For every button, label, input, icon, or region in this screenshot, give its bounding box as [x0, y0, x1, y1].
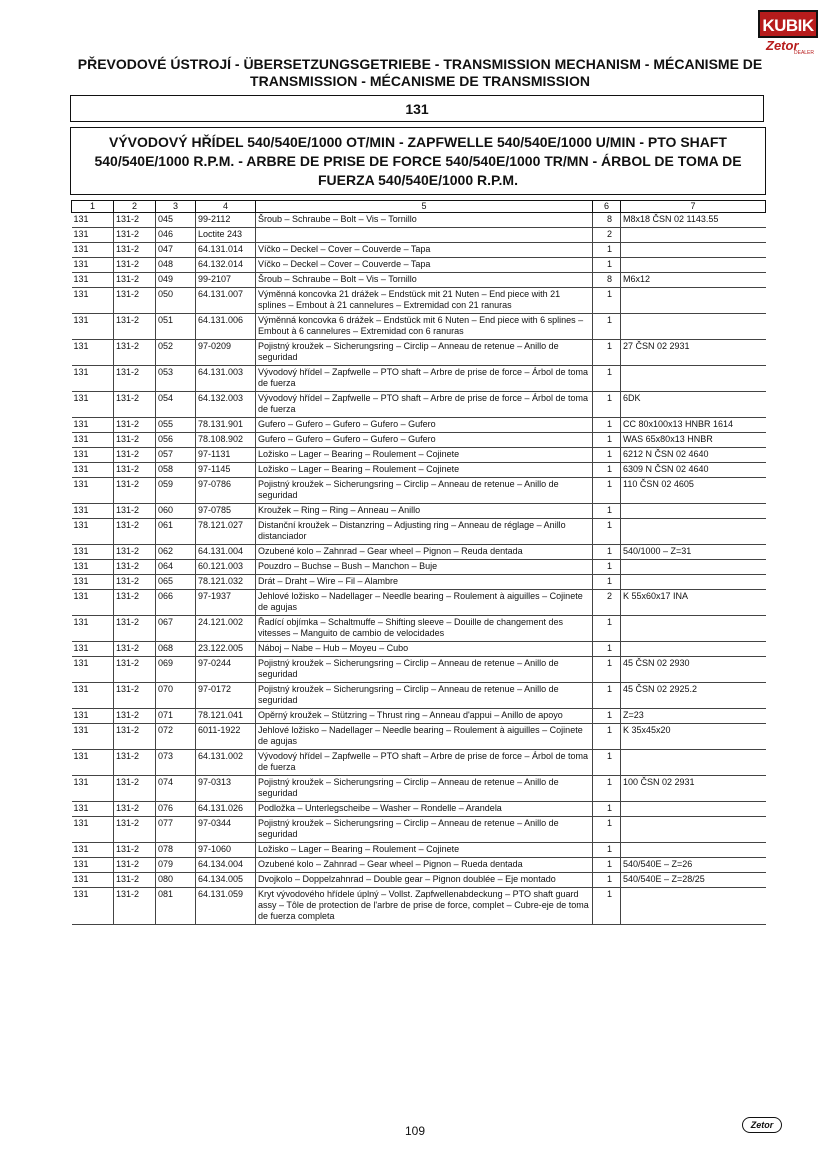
- note-cell: [621, 258, 766, 273]
- position-cell: 047: [156, 243, 196, 258]
- quantity-cell: 1: [593, 802, 621, 817]
- note-cell: 45 ČSN 02 2925.2: [621, 683, 766, 709]
- col-header-7: 7: [621, 201, 766, 213]
- description-cell: Pojistný kroužek – Sicherungsring – Circlip – Anneau de retenue – Anillo de seguridad: [256, 817, 593, 843]
- part-number-cell: 64.131.059: [196, 888, 256, 925]
- position-cell: 060: [156, 504, 196, 519]
- position-cell: 048: [156, 258, 196, 273]
- part-number-cell: 97-1060: [196, 843, 256, 858]
- description-cell: Kroužek – Ring – Ring – Anneau – Anillo: [256, 504, 593, 519]
- kubik-zetor-logo: [758, 10, 818, 60]
- subgroup-cell: 131-2: [114, 590, 156, 616]
- note-cell: [621, 888, 766, 925]
- note-cell: 540/540E – Z=28/25: [621, 873, 766, 888]
- table-row: [72, 560, 766, 575]
- description-cell: Dvojkolo – Doppelzahnrad – Double gear – Pignon doublée – Eje montado: [256, 873, 593, 888]
- description-cell: Ozubené kolo – Zahnrad – Gear wheel – Pignon – Reuda dentada: [256, 545, 593, 560]
- group-cell: 131: [72, 590, 114, 616]
- subgroup-cell: 131-2: [114, 448, 156, 463]
- table-row: [72, 858, 766, 873]
- group-cell: 131: [72, 448, 114, 463]
- subgroup-cell: 131-2: [114, 504, 156, 519]
- description-cell: Ozubené kolo – Zahnrad – Gear wheel – Pignon – Rueda dentada: [256, 858, 593, 873]
- part-number-cell: 97-0344: [196, 817, 256, 843]
- quantity-cell: 2: [593, 228, 621, 243]
- table-row: [72, 314, 766, 340]
- position-cell: 078: [156, 843, 196, 858]
- group-cell: 131: [72, 709, 114, 724]
- table-row: [72, 776, 766, 802]
- quantity-cell: 1: [593, 616, 621, 642]
- group-cell: 131: [72, 418, 114, 433]
- part-number-cell: 64.131.014: [196, 243, 256, 258]
- note-cell: WAS 65x80x13 HNBR: [621, 433, 766, 448]
- part-number-cell: 78.108.902: [196, 433, 256, 448]
- zetor-logo-text: Zetor: [766, 38, 799, 53]
- dealer-logo-text: DEALER: [794, 50, 815, 56]
- table-row: [72, 213, 766, 228]
- table-row: [72, 433, 766, 448]
- description-cell: [256, 228, 593, 243]
- group-cell: 131: [72, 243, 114, 258]
- description-cell: Pojistný kroužek – Sicherungsring – Circlip – Anneau de retenue – Anillo de seguridad: [256, 657, 593, 683]
- position-cell: 062: [156, 545, 196, 560]
- table-row: [72, 504, 766, 519]
- table-row: [72, 657, 766, 683]
- group-cell: 131: [72, 802, 114, 817]
- description-cell: Víčko – Deckel – Cover – Couverde – Tapa: [256, 258, 593, 273]
- part-number-cell: 23.122.005: [196, 642, 256, 657]
- assembly-subtitle: VÝVODOVÝ HŘÍDEL 540/540E/1000 OT/MIN - ZAPFWELLE 540/540E/1000 U/MIN - PTO SHAFT 540/540E/1000 R.P.M. - ARBRE DE PRISE DE FORCE 540/540E/1000 TR/MN - ÁRBOL DE TOMA DE FUERZA 540/540E/1000 R.P.M.: [70, 127, 766, 195]
- table-row: [72, 288, 766, 314]
- table-row: [72, 873, 766, 888]
- position-cell: 054: [156, 392, 196, 418]
- part-number-cell: 24.121.002: [196, 616, 256, 642]
- quantity-cell: 1: [593, 243, 621, 258]
- part-number-cell: Loctite 243: [196, 228, 256, 243]
- part-number-cell: 97-0785: [196, 504, 256, 519]
- description-cell: Pojistný kroužek – Sicherungsring – Circlip – Anneau de retenue – Anillo de seguridad: [256, 478, 593, 504]
- group-cell: 131: [72, 288, 114, 314]
- note-cell: 27 ČSN 02 2931: [621, 340, 766, 366]
- group-cell: 131: [72, 560, 114, 575]
- kubik-logo-text: KUBIK: [758, 10, 818, 38]
- subgroup-cell: 131-2: [114, 560, 156, 575]
- group-cell: 131: [72, 504, 114, 519]
- part-number-cell: 64.131.002: [196, 750, 256, 776]
- quantity-cell: 2: [593, 590, 621, 616]
- col-header-5: 5: [256, 201, 593, 213]
- part-number-cell: 6011-1922: [196, 724, 256, 750]
- quantity-cell: 1: [593, 575, 621, 590]
- position-cell: 074: [156, 776, 196, 802]
- quantity-cell: 1: [593, 314, 621, 340]
- quantity-cell: 1: [593, 340, 621, 366]
- part-number-cell: 99-2107: [196, 273, 256, 288]
- position-cell: 067: [156, 616, 196, 642]
- part-number-cell: 64.132.003: [196, 392, 256, 418]
- group-cell: 131: [72, 750, 114, 776]
- position-cell: 068: [156, 642, 196, 657]
- part-number-cell: 60.121.003: [196, 560, 256, 575]
- part-number-cell: 78.121.027: [196, 519, 256, 545]
- position-cell: 058: [156, 463, 196, 478]
- subgroup-cell: 131-2: [114, 817, 156, 843]
- quantity-cell: 1: [593, 776, 621, 802]
- description-cell: Gufero – Gufero – Gufero – Gufero – Gufero: [256, 418, 593, 433]
- table-row: [72, 888, 766, 925]
- note-cell: [621, 288, 766, 314]
- note-cell: [621, 243, 766, 258]
- position-cell: 065: [156, 575, 196, 590]
- part-number-cell: 64.131.006: [196, 314, 256, 340]
- description-cell: Vývodový hřídel – Zapfwelle – PTO shaft – Arbre de prise de force – Árbol de toma de fuerza: [256, 392, 593, 418]
- table-row: [72, 463, 766, 478]
- position-cell: 073: [156, 750, 196, 776]
- table-row: [72, 243, 766, 258]
- note-cell: [621, 616, 766, 642]
- note-cell: [621, 560, 766, 575]
- group-cell: 131: [72, 642, 114, 657]
- position-cell: 072: [156, 724, 196, 750]
- quantity-cell: 1: [593, 418, 621, 433]
- description-cell: Jehlové ložisko – Nadellager – Needle bearing – Roulement à aiguilles – Cojinete de agujas: [256, 724, 593, 750]
- group-cell: 131: [72, 228, 114, 243]
- part-number-cell: 64.134.004: [196, 858, 256, 873]
- quantity-cell: 1: [593, 873, 621, 888]
- table-row: [72, 340, 766, 366]
- description-cell: Pojistný kroužek – Sicherungsring – Circlip – Anneau de retenue – Anillo de seguridad: [256, 683, 593, 709]
- note-cell: [621, 750, 766, 776]
- part-number-cell: 99-2112: [196, 213, 256, 228]
- table-row: [72, 724, 766, 750]
- part-number-cell: 97-1937: [196, 590, 256, 616]
- group-cell: 131: [72, 575, 114, 590]
- col-header-2: 2: [114, 201, 156, 213]
- subgroup-cell: 131-2: [114, 657, 156, 683]
- group-cell: 131: [72, 858, 114, 873]
- group-cell: 131: [72, 683, 114, 709]
- subgroup-cell: 131-2: [114, 519, 156, 545]
- part-number-cell: 64.131.003: [196, 366, 256, 392]
- note-cell: [621, 228, 766, 243]
- position-cell: 053: [156, 366, 196, 392]
- position-cell: 061: [156, 519, 196, 545]
- position-cell: 050: [156, 288, 196, 314]
- part-number-cell: 78.131.901: [196, 418, 256, 433]
- subgroup-cell: 131-2: [114, 616, 156, 642]
- subgroup-cell: 131-2: [114, 463, 156, 478]
- part-number-cell: 97-0172: [196, 683, 256, 709]
- quantity-cell: 1: [593, 288, 621, 314]
- table-row: [72, 273, 766, 288]
- subgroup-cell: 131-2: [114, 575, 156, 590]
- note-cell: 110 ČSN 02 4605: [621, 478, 766, 504]
- table-row: [72, 802, 766, 817]
- quantity-cell: 1: [593, 433, 621, 448]
- group-cell: 131: [72, 657, 114, 683]
- group-cell: 131: [72, 314, 114, 340]
- subgroup-cell: 131-2: [114, 478, 156, 504]
- position-cell: 059: [156, 478, 196, 504]
- col-header-4: 4: [196, 201, 256, 213]
- note-cell: [621, 843, 766, 858]
- table-row: [72, 616, 766, 642]
- note-cell: [621, 642, 766, 657]
- subgroup-cell: 131-2: [114, 888, 156, 925]
- quantity-cell: 8: [593, 273, 621, 288]
- description-cell: Podložka – Unterlegscheibe – Washer – Rondelle – Arandela: [256, 802, 593, 817]
- subgroup-cell: 131-2: [114, 433, 156, 448]
- quantity-cell: 1: [593, 366, 621, 392]
- group-cell: 131: [72, 519, 114, 545]
- table-body: [72, 213, 766, 925]
- part-number-cell: 64.132.014: [196, 258, 256, 273]
- group-cell: 131: [72, 340, 114, 366]
- subgroup-cell: 131-2: [114, 418, 156, 433]
- quantity-cell: 1: [593, 448, 621, 463]
- subgroup-cell: 131-2: [114, 314, 156, 340]
- position-cell: 045: [156, 213, 196, 228]
- part-number-cell: 97-0244: [196, 657, 256, 683]
- position-cell: 081: [156, 888, 196, 925]
- subgroup-cell: 131-2: [114, 392, 156, 418]
- subgroup-cell: 131-2: [114, 366, 156, 392]
- quantity-cell: 1: [593, 519, 621, 545]
- description-cell: Vývodový hřídel – Zapfwelle – PTO shaft – Arbre de prise de force – Árbol de toma de fuerza: [256, 366, 593, 392]
- description-cell: Vývodový hřídel – Zapfwelle – PTO shaft – Arbre de prise de force – Árbol de toma de fuerza: [256, 750, 593, 776]
- group-cell: 131: [72, 817, 114, 843]
- note-cell: 6309 N ČSN 02 4640: [621, 463, 766, 478]
- quantity-cell: 1: [593, 750, 621, 776]
- col-header-3: 3: [156, 201, 196, 213]
- part-number-cell: 97-0786: [196, 478, 256, 504]
- group-cell: 131: [72, 258, 114, 273]
- position-cell: 077: [156, 817, 196, 843]
- position-cell: 079: [156, 858, 196, 873]
- col-header-1: 1: [72, 201, 114, 213]
- group-cell: 131: [72, 433, 114, 448]
- part-number-cell: 64.131.007: [196, 288, 256, 314]
- position-cell: 056: [156, 433, 196, 448]
- quantity-cell: 1: [593, 642, 621, 657]
- group-cell: 131: [72, 392, 114, 418]
- quantity-cell: 1: [593, 683, 621, 709]
- note-cell: K 35x45x20: [621, 724, 766, 750]
- description-cell: Ložisko – Lager – Bearing – Roulement – Cojinete: [256, 843, 593, 858]
- zetor-footer-logo: Zetor: [742, 1117, 782, 1133]
- note-cell: [621, 314, 766, 340]
- subgroup-cell: 131-2: [114, 545, 156, 560]
- part-number-cell: 64.131.004: [196, 545, 256, 560]
- position-cell: 049: [156, 273, 196, 288]
- subgroup-cell: 131-2: [114, 873, 156, 888]
- subgroup-cell: 131-2: [114, 340, 156, 366]
- group-cell: 131: [72, 478, 114, 504]
- subgroup-cell: 131-2: [114, 258, 156, 273]
- note-cell: M6x12: [621, 273, 766, 288]
- quantity-cell: 8: [593, 213, 621, 228]
- position-cell: 076: [156, 802, 196, 817]
- table-row: [72, 392, 766, 418]
- description-cell: Opěrný kroužek – Stützring – Thrust ring – Anneau d'appui – Anillo de apoyo: [256, 709, 593, 724]
- table-row: [72, 590, 766, 616]
- description-cell: Ložisko – Lager – Bearing – Roulement – Cojinete: [256, 448, 593, 463]
- table-header-row: [72, 201, 766, 213]
- description-cell: Kryt vývodového hřídele úplný – Vollst. Zapfwellenabdeckung – PTO shaft guard assy – Tôle de protection de l'arbre de prise de force, complet – Cubre-eje de toma de fuerza completa: [256, 888, 593, 925]
- position-cell: 046: [156, 228, 196, 243]
- description-cell: Pojistný kroužek – Sicherungsring – Circlip – Anneau de retenue – Anillo de seguridad: [256, 776, 593, 802]
- note-cell: 100 ČSN 02 2931: [621, 776, 766, 802]
- group-cell: 131: [72, 616, 114, 642]
- table-row: [72, 575, 766, 590]
- group-number-box: 131: [70, 95, 764, 122]
- note-cell: [621, 504, 766, 519]
- note-cell: CC 80x100x13 HNBR 1614: [621, 418, 766, 433]
- subgroup-cell: 131-2: [114, 228, 156, 243]
- quantity-cell: 1: [593, 258, 621, 273]
- position-cell: 052: [156, 340, 196, 366]
- parts-table: [71, 200, 766, 925]
- position-cell: 069: [156, 657, 196, 683]
- group-cell: 131: [72, 273, 114, 288]
- table-row: [72, 418, 766, 433]
- position-cell: 070: [156, 683, 196, 709]
- table-row: [72, 843, 766, 858]
- note-cell: [621, 802, 766, 817]
- table-row: [72, 258, 766, 273]
- subgroup-cell: 131-2: [114, 709, 156, 724]
- note-cell: 540/540E – Z=26: [621, 858, 766, 873]
- part-number-cell: 78.121.041: [196, 709, 256, 724]
- subgroup-cell: 131-2: [114, 802, 156, 817]
- group-cell: 131: [72, 545, 114, 560]
- quantity-cell: 1: [593, 657, 621, 683]
- description-cell: Šroub – Schraube – Bolt – Vis – Tornillo: [256, 213, 593, 228]
- quantity-cell: 1: [593, 817, 621, 843]
- position-cell: 055: [156, 418, 196, 433]
- table-row: [72, 448, 766, 463]
- group-cell: 131: [72, 888, 114, 925]
- position-cell: 051: [156, 314, 196, 340]
- description-cell: Ložisko – Lager – Bearing – Roulement – Cojinete: [256, 463, 593, 478]
- table-row: [72, 642, 766, 657]
- table-row: [72, 366, 766, 392]
- part-number-cell: 97-1131: [196, 448, 256, 463]
- note-cell: M8x18 ČSN 02 1143.55: [621, 213, 766, 228]
- note-cell: [621, 519, 766, 545]
- quantity-cell: 1: [593, 545, 621, 560]
- description-cell: Výměnná koncovka 6 drážek – Endstück mit 6 Nuten – End piece with 6 splines – Embout à 6 cannelures – Extremidad con 6 ranuras: [256, 314, 593, 340]
- quantity-cell: 1: [593, 888, 621, 925]
- group-cell: 131: [72, 843, 114, 858]
- subgroup-cell: 131-2: [114, 683, 156, 709]
- table-row: [72, 683, 766, 709]
- note-cell: [621, 575, 766, 590]
- description-cell: Gufero – Gufero – Gufero – Gufero – Gufero: [256, 433, 593, 448]
- quantity-cell: 1: [593, 724, 621, 750]
- quantity-cell: 1: [593, 504, 621, 519]
- description-cell: Šroub – Schraube – Bolt – Vis – Tornillo: [256, 273, 593, 288]
- group-cell: 131: [72, 366, 114, 392]
- description-cell: Jehlové ložisko – Nadellager – Needle bearing – Roulement à aiguilles – Cojinete de agujas: [256, 590, 593, 616]
- note-cell: [621, 817, 766, 843]
- description-cell: Výměnná koncovka 21 drážek – Endstück mit 21 Nuten – End piece with 21 splines – Embout à 21 cannelures – Extremidad con 21 ranuras: [256, 288, 593, 314]
- quantity-cell: 1: [593, 392, 621, 418]
- page-number: 109: [404, 1124, 426, 1138]
- description-cell: Drát – Draht – Wire – Fil – Alambre: [256, 575, 593, 590]
- description-cell: Náboj – Nabe – Hub – Moyeu – Cubo: [256, 642, 593, 657]
- part-number-cell: 78.121.032: [196, 575, 256, 590]
- note-cell: 45 ČSN 02 2930: [621, 657, 766, 683]
- subgroup-cell: 131-2: [114, 642, 156, 657]
- group-cell: 131: [72, 213, 114, 228]
- section-title: PŘEVODOVÉ ÚSTROJÍ - ÜBERSETZUNGSGETRIEBE - TRANSMISSION MECHANISM - MÉCANISME DE TRANSMISSION - MÉCANISME DE TRANSMISSION: [77, 56, 763, 89]
- subgroup-cell: 131-2: [114, 750, 156, 776]
- subgroup-cell: 131-2: [114, 243, 156, 258]
- position-cell: 064: [156, 560, 196, 575]
- quantity-cell: 1: [593, 463, 621, 478]
- part-number-cell: 64.134.005: [196, 873, 256, 888]
- subgroup-cell: 131-2: [114, 273, 156, 288]
- subgroup-cell: 131-2: [114, 776, 156, 802]
- note-cell: 540/1000 – Z=31: [621, 545, 766, 560]
- part-number-cell: 97-1145: [196, 463, 256, 478]
- quantity-cell: 1: [593, 560, 621, 575]
- position-cell: 071: [156, 709, 196, 724]
- note-cell: Z=23: [621, 709, 766, 724]
- table-row: [72, 228, 766, 243]
- part-number-cell: 97-0313: [196, 776, 256, 802]
- quantity-cell: 1: [593, 858, 621, 873]
- description-cell: Pouzdro – Buchse – Bush – Manchon – Buje: [256, 560, 593, 575]
- quantity-cell: 1: [593, 478, 621, 504]
- description-cell: Víčko – Deckel – Cover – Couverde – Tapa: [256, 243, 593, 258]
- subgroup-cell: 131-2: [114, 288, 156, 314]
- note-cell: 6212 N ČSN 02 4640: [621, 448, 766, 463]
- quantity-cell: 1: [593, 709, 621, 724]
- description-cell: Distanční kroužek – Distanzring – Adjusting ring – Anneau de réglage – Anillo distanciador: [256, 519, 593, 545]
- group-cell: 131: [72, 463, 114, 478]
- table-row: [72, 709, 766, 724]
- group-cell: 131: [72, 724, 114, 750]
- description-cell: Řadící objímka – Schaltmuffe – Shifting sleeve – Douille de changement des vitesses – Manguito de cambio de velocidades: [256, 616, 593, 642]
- group-cell: 131: [72, 873, 114, 888]
- group-cell: 131: [72, 776, 114, 802]
- note-cell: [621, 366, 766, 392]
- table-row: [72, 478, 766, 504]
- position-cell: 057: [156, 448, 196, 463]
- part-number-cell: 64.131.026: [196, 802, 256, 817]
- note-cell: 6DK: [621, 392, 766, 418]
- part-number-cell: 97-0209: [196, 340, 256, 366]
- table-row: [72, 817, 766, 843]
- subgroup-cell: 131-2: [114, 724, 156, 750]
- table-row: [72, 545, 766, 560]
- quantity-cell: 1: [593, 843, 621, 858]
- description-cell: Pojistný kroužek – Sicherungsring – Circlip – Anneau de retenue – Anillo de seguridad: [256, 340, 593, 366]
- subgroup-cell: 131-2: [114, 843, 156, 858]
- position-cell: 066: [156, 590, 196, 616]
- position-cell: 080: [156, 873, 196, 888]
- table-row: [72, 519, 766, 545]
- subgroup-cell: 131-2: [114, 858, 156, 873]
- note-cell: K 55x60x17 INA: [621, 590, 766, 616]
- subgroup-cell: 131-2: [114, 213, 156, 228]
- col-header-6: 6: [593, 201, 621, 213]
- table-row: [72, 750, 766, 776]
